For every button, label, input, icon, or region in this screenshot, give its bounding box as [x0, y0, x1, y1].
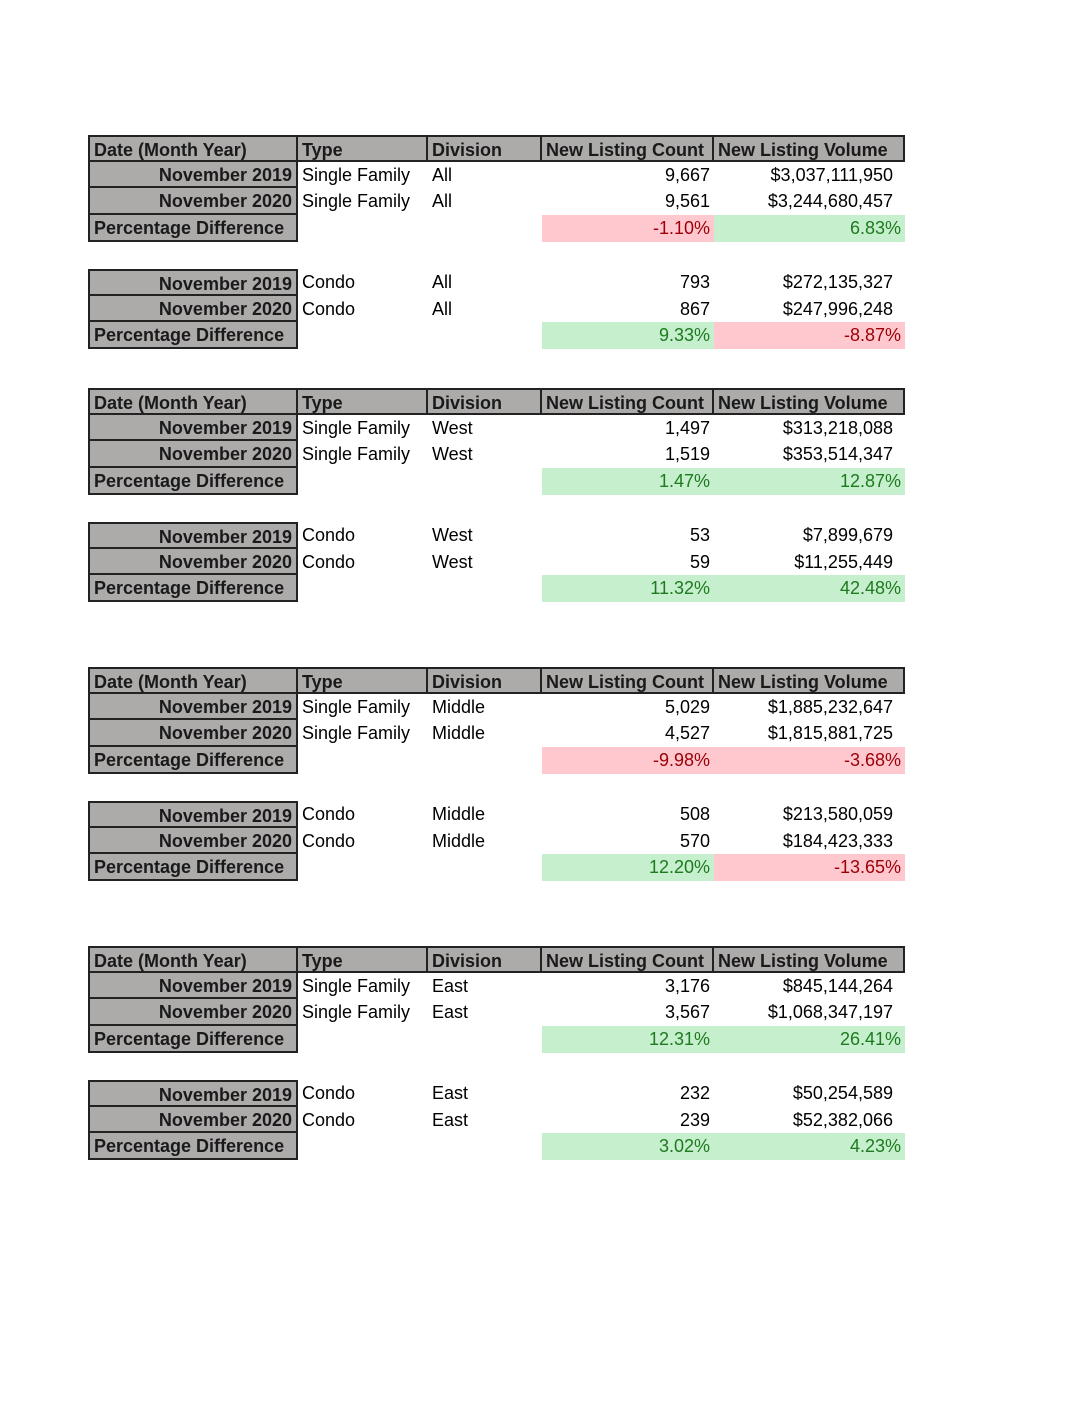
- table-group-west-condo: [88, 522, 905, 602]
- date-cell: November 2019: [88, 973, 298, 1000]
- percentage-label: Percentage Difference: [88, 322, 298, 349]
- table-group-west: [88, 388, 905, 495]
- header-volume: New Listing Volume: [714, 135, 905, 162]
- type-cell: Condo: [302, 1083, 356, 1103]
- type-cell: Condo: [302, 1109, 356, 1130]
- count-cell: 5,029: [664, 696, 710, 717]
- header-row: [88, 667, 905, 694]
- date-cell: November 2020: [88, 188, 298, 215]
- percentage-label: Percentage Difference: [88, 854, 298, 881]
- volume-percentage-cell: 6.83%: [714, 215, 905, 242]
- count-cell: 867: [679, 298, 710, 319]
- volume-cell: $1,815,881,725: [767, 723, 893, 744]
- type-cell: Condo: [302, 830, 356, 851]
- date-cell: November 2019: [88, 269, 298, 296]
- division-cell: All: [432, 272, 453, 292]
- volume-cell: $7,899,679: [802, 525, 893, 545]
- percentage-label: Percentage Difference: [88, 1133, 298, 1160]
- percentage-label: Percentage Difference: [88, 215, 298, 242]
- volume-cell: $3,244,680,457: [767, 191, 893, 212]
- volume-percentage-cell: -13.65%: [714, 854, 905, 881]
- volume-cell: $313,218,088: [782, 417, 893, 438]
- table-row: [88, 999, 905, 1026]
- division-cell: All: [432, 298, 453, 319]
- count-cell: 9,561: [664, 191, 710, 212]
- table-row: [88, 720, 905, 747]
- header-date: Date (Month Year): [88, 388, 298, 415]
- header-division: Division: [428, 388, 542, 415]
- division-cell: West: [432, 525, 473, 545]
- header-volume: New Listing Volume: [714, 667, 905, 694]
- header-date: Date (Month Year): [88, 667, 298, 694]
- header-division: Division: [428, 946, 542, 973]
- count-cell: 59: [689, 551, 710, 572]
- header-count: New Listing Count: [542, 946, 714, 973]
- header-count: New Listing Count: [542, 667, 714, 694]
- date-cell: November 2020: [88, 999, 298, 1026]
- division-cell: Middle: [432, 723, 486, 744]
- header-row: [88, 388, 905, 415]
- volume-cell: $3,037,111,950: [770, 164, 893, 185]
- division-cell: West: [432, 551, 473, 572]
- type-cell: Single Family: [302, 1002, 411, 1023]
- count-cell: 793: [679, 272, 710, 292]
- table-row: [88, 269, 905, 296]
- volume-percentage-cell: 26.41%: [714, 1026, 905, 1053]
- header-type: Type: [298, 135, 428, 162]
- percentage-row: [88, 322, 905, 349]
- header-type: Type: [298, 946, 428, 973]
- table-row: [88, 973, 905, 1000]
- percentage-row: [88, 575, 905, 602]
- header-row: [88, 946, 905, 973]
- count-cell: 3,567: [664, 1002, 710, 1023]
- division-cell: East: [432, 1002, 469, 1023]
- division-cell: West: [432, 417, 473, 438]
- type-cell: Single Family: [302, 191, 411, 212]
- volume-cell: $11,255,449: [794, 551, 893, 572]
- volume-percentage-cell: 4.23%: [714, 1133, 905, 1160]
- count-cell: 4,527: [664, 723, 710, 744]
- division-cell: East: [432, 1083, 469, 1103]
- header-count: New Listing Count: [542, 135, 714, 162]
- type-cell: Single Family: [302, 696, 411, 717]
- table-group-all: [88, 135, 905, 242]
- type-cell: Single Family: [302, 444, 411, 465]
- count-percentage-cell: 9.33%: [542, 322, 714, 349]
- count-cell: 508: [679, 804, 710, 824]
- type-cell: Single Family: [302, 723, 411, 744]
- header-division: Division: [428, 135, 542, 162]
- type-cell: Single Family: [302, 417, 411, 438]
- percentage-label: Percentage Difference: [88, 575, 298, 602]
- volume-cell: $845,144,264: [782, 975, 893, 996]
- division-cell: Middle: [432, 696, 486, 717]
- count-cell: 239: [679, 1109, 710, 1130]
- percentage-row: [88, 1026, 905, 1053]
- percentage-row: [88, 468, 905, 495]
- percentage-row: [88, 215, 905, 242]
- table-row: [88, 162, 905, 189]
- count-percentage-cell: 1.47%: [542, 468, 714, 495]
- count-percentage-cell: -9.98%: [542, 747, 714, 774]
- date-cell: November 2020: [88, 441, 298, 468]
- division-cell: All: [432, 191, 453, 212]
- header-volume: New Listing Volume: [714, 388, 905, 415]
- header-date: Date (Month Year): [88, 946, 298, 973]
- volume-cell: $1,068,347,197: [767, 1002, 893, 1023]
- type-cell: Condo: [302, 525, 356, 545]
- table-row: [88, 522, 905, 549]
- volume-percentage-cell: 42.48%: [714, 575, 905, 602]
- type-cell: Single Family: [302, 164, 411, 185]
- date-cell: November 2019: [88, 522, 298, 549]
- volume-cell: $50,254,589: [792, 1083, 893, 1103]
- header-count: New Listing Count: [542, 388, 714, 415]
- table-group-middle: [88, 667, 905, 774]
- count-cell: 1,519: [664, 444, 710, 465]
- count-cell: 3,176: [664, 975, 710, 996]
- table-row: [88, 1080, 905, 1107]
- type-cell: Condo: [302, 804, 356, 824]
- table-row: [88, 296, 905, 323]
- header-type: Type: [298, 667, 428, 694]
- volume-cell: $184,423,333: [782, 830, 893, 851]
- percentage-row: [88, 747, 905, 774]
- table-row: [88, 801, 905, 828]
- percentage-label: Percentage Difference: [88, 468, 298, 495]
- table-group-middle-condo: [88, 801, 905, 881]
- count-percentage-cell: 3.02%: [542, 1133, 714, 1160]
- count-cell: 53: [689, 525, 710, 545]
- volume-cell: $52,382,066: [792, 1109, 893, 1130]
- volume-cell: $272,135,327: [782, 272, 893, 292]
- type-cell: Single Family: [302, 975, 411, 996]
- type-cell: Condo: [302, 272, 356, 292]
- volume-cell: $213,580,059: [782, 804, 893, 824]
- table-row: [88, 1107, 905, 1134]
- date-cell: November 2020: [88, 1107, 298, 1134]
- table-group-east: [88, 946, 905, 1053]
- division-cell: East: [432, 1109, 469, 1130]
- table-group-all-condo: [88, 269, 905, 349]
- table-row: [88, 441, 905, 468]
- header-division: Division: [428, 667, 542, 694]
- volume-percentage-cell: -8.87%: [714, 322, 905, 349]
- table-row: [88, 828, 905, 855]
- date-cell: November 2019: [88, 1080, 298, 1107]
- count-cell: 570: [679, 830, 710, 851]
- table-group-east-condo: [88, 1080, 905, 1160]
- count-percentage-cell: 12.31%: [542, 1026, 714, 1053]
- type-cell: Condo: [302, 551, 356, 572]
- header-type: Type: [298, 388, 428, 415]
- division-cell: East: [432, 975, 469, 996]
- percentage-label: Percentage Difference: [88, 747, 298, 774]
- count-cell: 9,667: [664, 164, 710, 185]
- count-cell: 232: [679, 1083, 710, 1103]
- division-cell: All: [432, 164, 453, 185]
- count-percentage-cell: 11.32%: [542, 575, 714, 602]
- volume-percentage-cell: -3.68%: [714, 747, 905, 774]
- date-cell: November 2020: [88, 720, 298, 747]
- volume-percentage-cell: 12.87%: [714, 468, 905, 495]
- count-percentage-cell: -1.10%: [542, 215, 714, 242]
- date-cell: November 2019: [88, 694, 298, 721]
- type-cell: Condo: [302, 298, 356, 319]
- volume-cell: $1,885,232,647: [767, 696, 893, 717]
- date-cell: November 2019: [88, 415, 298, 442]
- header-row: [88, 135, 905, 162]
- percentage-row: [88, 854, 905, 881]
- division-cell: West: [432, 444, 473, 465]
- division-cell: Middle: [432, 804, 486, 824]
- header-date: Date (Month Year): [88, 135, 298, 162]
- table-row: [88, 188, 905, 215]
- percentage-row: [88, 1133, 905, 1160]
- date-cell: November 2020: [88, 549, 298, 576]
- table-row: [88, 415, 905, 442]
- volume-cell: $247,996,248: [782, 298, 893, 319]
- count-cell: 1,497: [664, 417, 710, 438]
- table-row: [88, 694, 905, 721]
- volume-cell: $353,514,347: [782, 444, 893, 465]
- date-cell: November 2019: [88, 162, 298, 189]
- date-cell: November 2020: [88, 828, 298, 855]
- division-cell: Middle: [432, 830, 486, 851]
- table-row: [88, 549, 905, 576]
- date-cell: November 2020: [88, 296, 298, 323]
- date-cell: November 2019: [88, 801, 298, 828]
- count-percentage-cell: 12.20%: [542, 854, 714, 881]
- header-volume: New Listing Volume: [714, 946, 905, 973]
- percentage-label: Percentage Difference: [88, 1026, 298, 1053]
